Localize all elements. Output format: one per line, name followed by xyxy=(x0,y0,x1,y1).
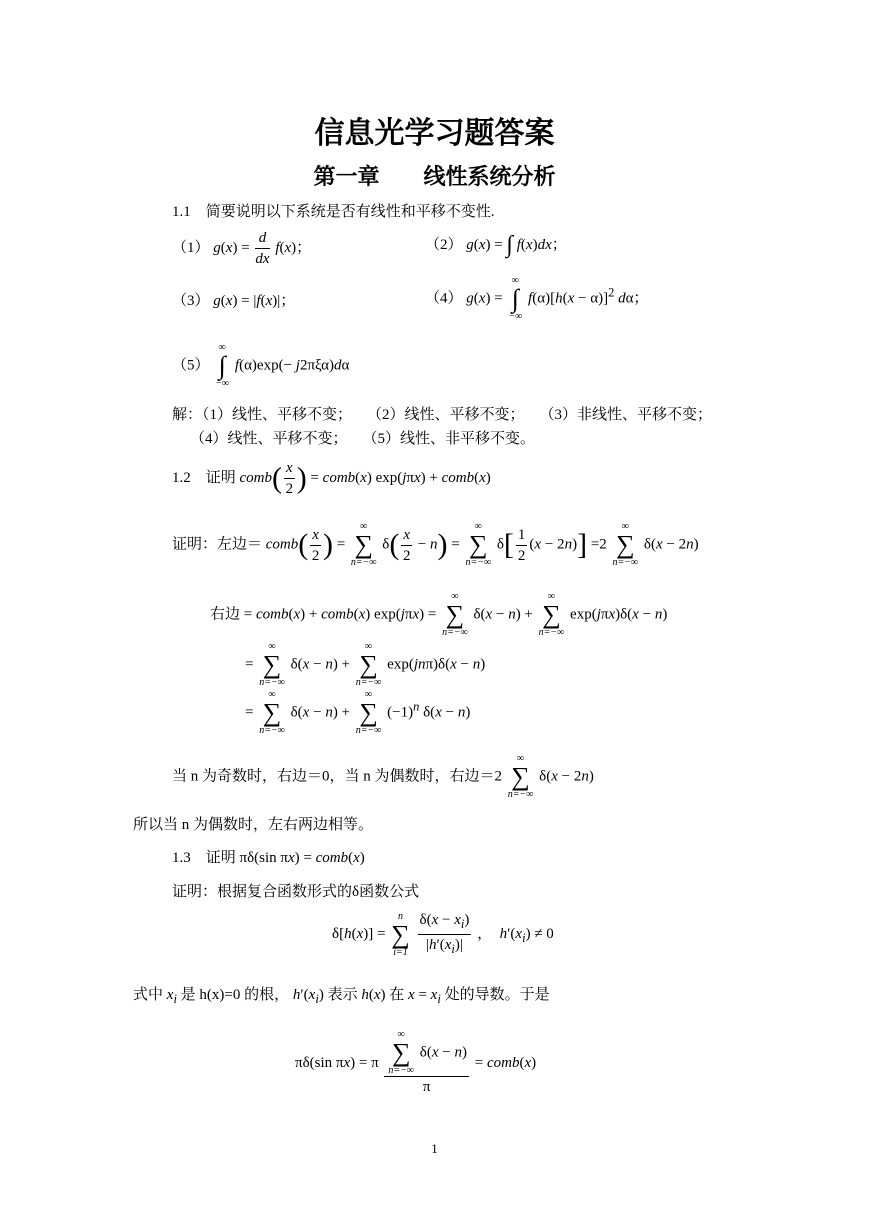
conclusion-line-1: 当 n 为奇数时，右边＝0，当 n 为偶数时，右边＝2 ∞ ∑ n=−∞ δ(x − 2n) xyxy=(172,753,594,800)
conclusion-line-2: 所以当 n 为偶数时，左右两边相等。 xyxy=(133,817,374,833)
system-1: （1） g(x) = $\frac{d}{dx}$ f(x)； xyxy=(172,230,312,267)
final-derivation: πδ(sin πx) = π ∞ ∑ n=−∞ δ(x − n) π = comb(x) xyxy=(295,1029,537,1095)
problem-1-1-heading: 1.1 简要说明以下系统是否有线性和平移不变性. xyxy=(172,204,495,220)
where-explanation: 式中 $x_i$ 是 h(x)=0 的根， $h'(x_i)$ 表示 h(x) 在 $x = x_i$ 处的导数。于是 xyxy=(133,987,550,1006)
answer-line-1: 解：（1）线性、平移不变； （2）线性、平移不变； （3）非线性、平移不变； xyxy=(172,407,713,423)
proof-right-side-2: = ∞ ∑ n=−∞ δ(x − n) + ∞ ∑ n=−∞ exp(jnπ)δ(x − n) xyxy=(245,641,486,688)
problem-1-3-heading: 1.3 证明 πδ(sin πx) = comb(x) xyxy=(172,850,365,866)
answer-line-2: （4）线性、平移不变； （5）线性、非平移不变。 xyxy=(190,431,536,447)
problem-1-2-heading: 1.2 证明 comb( $\frac{x}{2}$ ) = comb(x) exp(jπx) + comb(x) xyxy=(172,460,491,497)
proof-right-side-3: = ∞ ∑ n=−∞ δ(x − n) + ∞ ∑ n=−∞ $(-1)^n$ δ(x − n) xyxy=(245,689,471,736)
system-5: （5） ∞ ∫ −∞ f(α)exp(− j2πξα)dα xyxy=(172,342,350,389)
document-title: 信息光学习题答案 xyxy=(314,117,555,150)
system-3: （3） g(x) = |f(x)|； xyxy=(172,293,296,309)
proof-left-side: 证明：左边＝ comb( $\frac{x}{2}$ ) = ∞ ∑ n=−∞ δ( $\frac{x}{2}$ − n) = ∞ ∑ n=−∞ δ[ $\frac{1}{2}$ (x − 2n)] =2 ∞ ∑ n=−∞ δ(x − 2n) xyxy=(172,521,699,568)
system-4: （4） g(x) = ∞ ∫ −∞ $f(\alpha)[h(x - \alpha)]^2$ dα； xyxy=(425,275,649,322)
proof-1-3-intro: 证明：根据复合函数形式的δ函数公式 xyxy=(172,884,420,900)
proof-right-side-1: 右边 = comb(x) + comb(x) exp(jπx) = ∞ ∑ n=−∞ δ(x − n) + ∞ ∑ n=−∞ exp(jπx)δ(x − n) xyxy=(210,591,668,638)
delta-composite-formula: δ[h(x)] = n ∑ i=1 $\frac{\delta(x - x_i)}{|h'(x_i)|}$ ， $h'(x_i) \ne 0$ xyxy=(332,910,554,958)
page-number: 1 xyxy=(431,1141,438,1156)
chapter-heading: 第一章 线性系统分析 xyxy=(313,164,556,189)
system-2: （2） g(x) = ∫ f(x)dx； xyxy=(425,232,567,258)
